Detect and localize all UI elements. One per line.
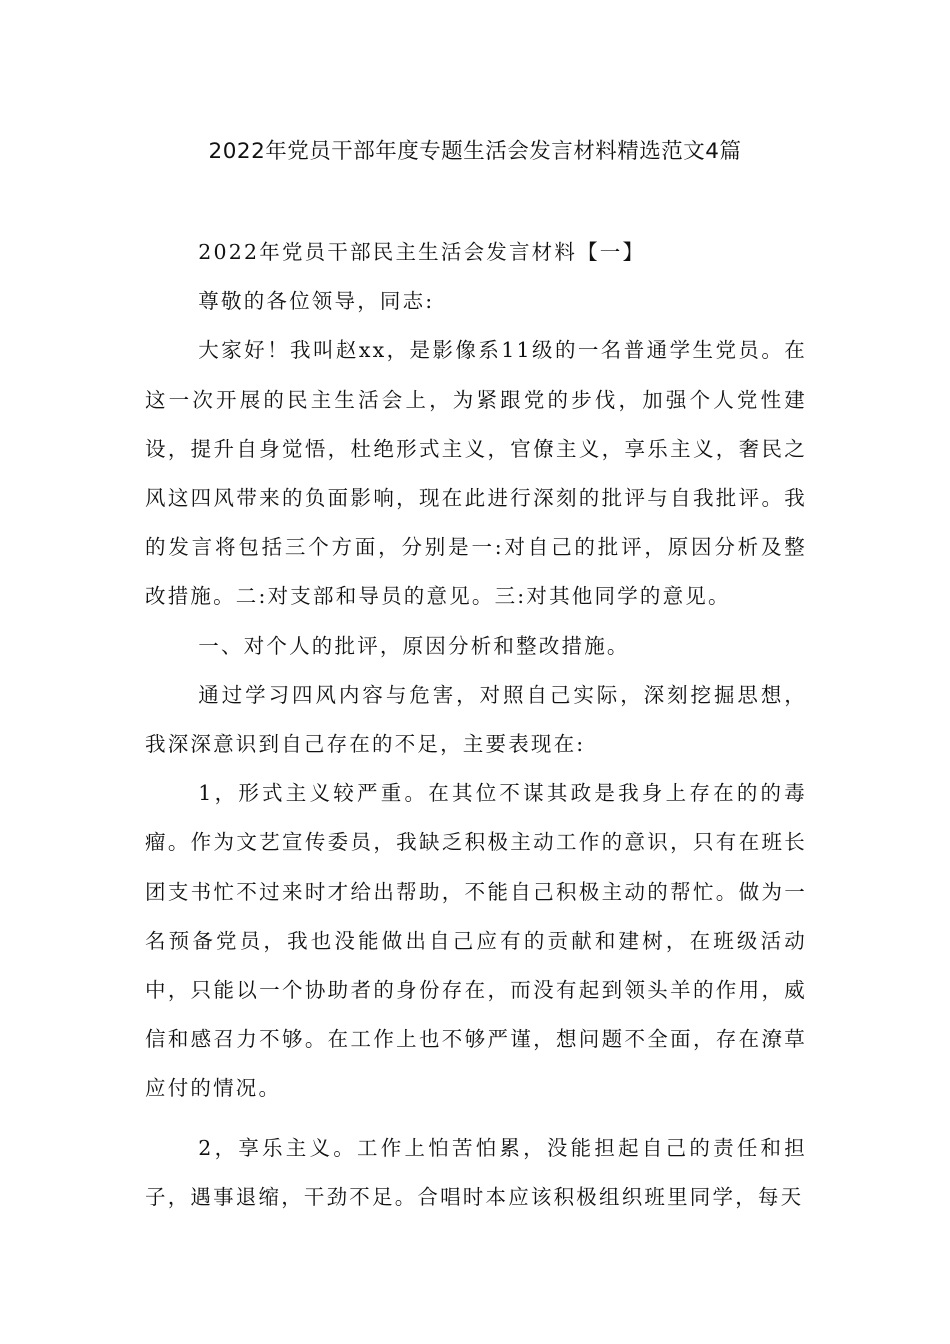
paragraph-reflection: 通过学习四风内容与危害，对照自己实际，深刻挖掘思想，我深深意识到自己存在的不足，主要表现在: [145, 682, 807, 757]
paragraph-point-1: 1，形式主义较严重。在其位不谋其政是我身上存在的的毒瘤。作为文艺宣传委员，我缺乏积极主动工作的意识，只有在班长团支书忙不过来时才给出帮助，不能自己积极主动的帮忙。做为一名预备党员，我也没能做出自己应有的贡献和建树，在班级活动中，只能以一个协助者的身份存在，而没有起到领头羊的作用，威信和感召力不够。在工作上也不够严谨，想问题不全面，存在潦草应付的情况。 [145, 781, 807, 1101]
document-body [145, 228, 807, 1222]
document-title: 2022年党员干部年度专题生活会发言材料精选范文4篇 [208, 139, 742, 164]
paragraph-point-2: 2，享乐主义。工作上怕苦怕累，没能担起自己的责任和担子，遇事退缩，干劲不足。合唱时本应该积极组织班里同学，每天 [145, 1135, 807, 1209]
paragraph-subheading: 一、对个人的批评，原因分析和整改措施。 [198, 633, 630, 658]
salutation: 尊敬的各位领导，同志: [198, 289, 435, 314]
paragraph-intro: 大家好！我叫赵xx，是影像系11级的一名普通学生党员。在这一次开展的民主生活会上，为紧跟党的步伐，加强个人党性建设，提升自身觉悟，杜绝形式主义，官僚主义，享乐主义，奢民之风这四风带来的负面影响，现在此进行深刻的批评与自我批评。我的发言将包括三个方面，分别是一:对自己的批评，原因分析及整改措施。二:对支部和导员的意见。三:对其他同学的意见。 [145, 338, 807, 609]
section-heading: 2022年党员干部民主生活会发言材料【一】 [198, 240, 646, 264]
